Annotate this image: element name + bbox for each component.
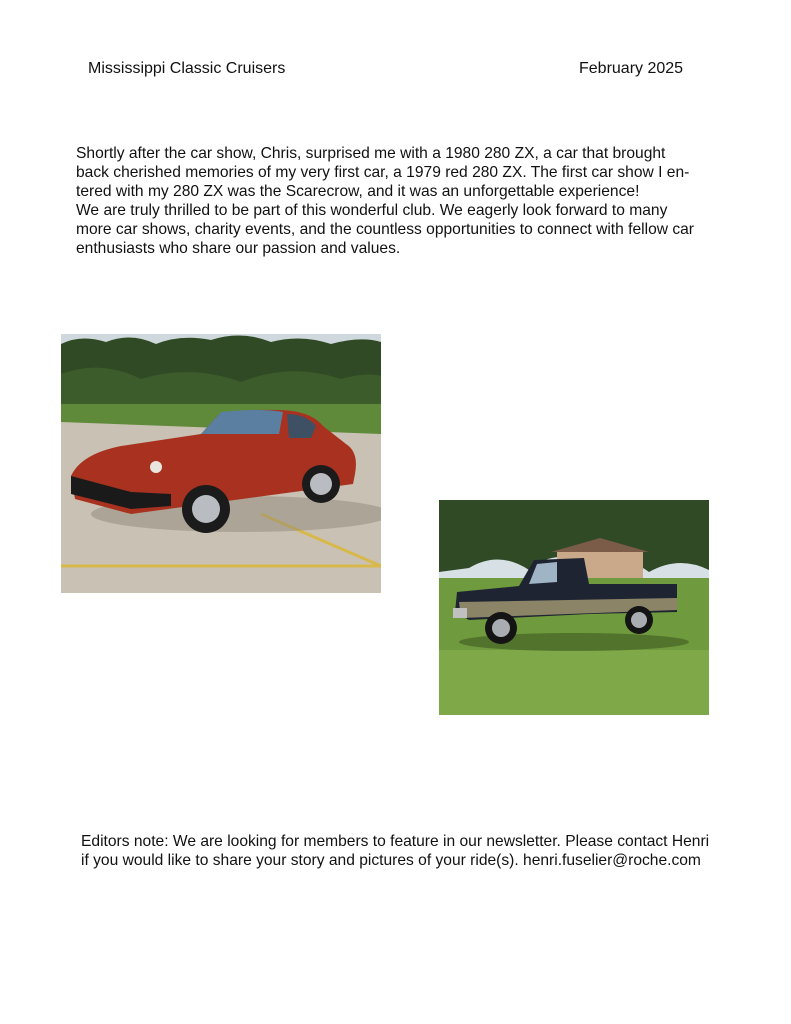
- story-line: more car shows, charity events, and the countless opportunities to connect with fellow car: [76, 221, 694, 238]
- newsletter-club-name: Mississippi Classic Cruisers: [88, 60, 286, 77]
- editors-note-line: if you would like to share your story and pictures of your ride(s). henri.fuselier@roche.com: [81, 852, 701, 869]
- story-line: enthusiasts who share our passion and values.: [76, 240, 401, 257]
- red-280zx-photo: [61, 334, 381, 593]
- story-line: tered with my 280 ZX was the Scarecrow, and it was an unforgettable experience!: [76, 183, 640, 200]
- editors-note-line: Editors note: We are looking for members to feature in our newsletter. Please contact Henri: [81, 833, 710, 850]
- member-story: [76, 144, 706, 258]
- story-line: Shortly after the car show, Chris, surprised me with a 1980 280 ZX, a car that brought: [76, 145, 666, 162]
- editors-note: [81, 832, 741, 870]
- newsletter-issue-date: February 2025: [579, 60, 684, 77]
- story-line: back cherished memories of my very first car, a 1979 red 280 ZX. The first car show I en-: [76, 164, 690, 181]
- pickup-truck-photo: [439, 500, 709, 715]
- story-line: We are truly thrilled to be part of this wonderful club. We eagerly look forward to many: [76, 202, 668, 219]
